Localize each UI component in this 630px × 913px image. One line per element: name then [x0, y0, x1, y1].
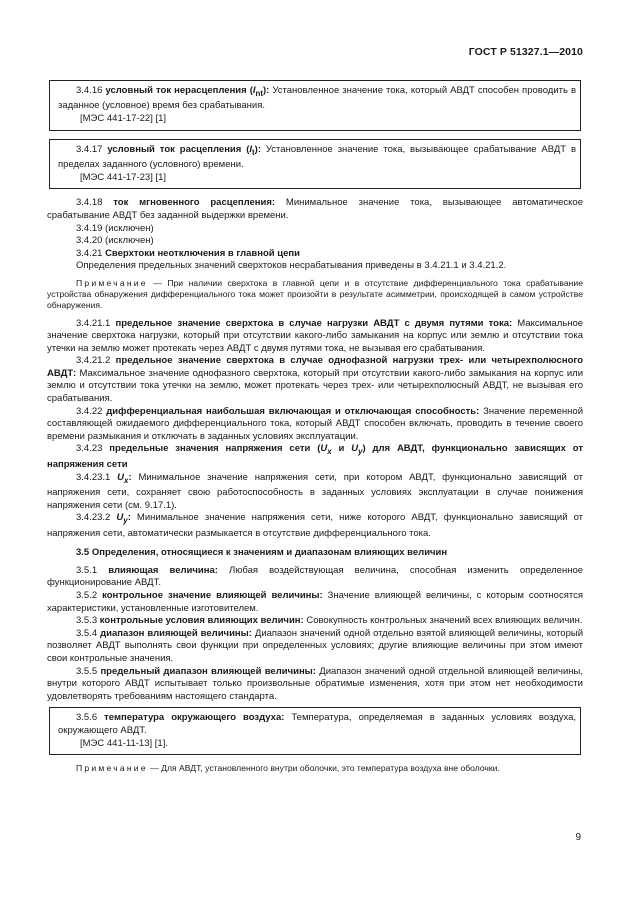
note-1: Примечание — При наличии сверхтока в главной цепи и в отсутствие дифференциального тока срабатывание устройства обнаружения дифференциального тока может произойти в результате асимметрии, происходящей в самом устройстве обнаружения. [47, 277, 584, 311]
note-2: Примечание — Для АВДТ, установленного внутри оболочки, это температура воздуха вне оболочки. [76, 763, 500, 774]
definition-box-3-4-16 [49, 80, 581, 131]
definition-3-5-2: 3.5.2 контрольное значение влияющей величины: Значение влияющей величины, с которым соотносятся характеристики, установленные изготовителем. [47, 590, 583, 614]
text-3-4-21: Определения предельных значений сверхтоков несрабатывания приведены в 3.4.21.1 и 3.4.21.2. [76, 260, 507, 272]
definition-3-4-23-2: 3.4.23.2 $U_y$: Минимальное значение напряжения сети, ниже которого АВДТ, функционально зависящий от напряжения сети, автоматически размыкается в отсутствие дифференциального тока. [47, 512, 584, 539]
definition-3-4-22: 3.4.22 дифференциальная наибольшая включающая и отключающая способность: Значение переменной составляющей ожидаемого дифференциального тока, который АВДТ способен включать, проводить в течение своего времени размыкания и отключать в заданных условиях эксплуатации. [47, 405, 584, 442]
page-number: 9 [575, 832, 581, 843]
definition-3-5-4: 3.5.4 диапазон влияющей величины: Диапазон значений одной отдельно взятой влияющей величины, который позволяет АВДТ выполнять свои функции при определенных условиях; другие влияющие величины при этом имеют свои контрольные значения. [47, 627, 584, 665]
definition-3-4-21-1: 3.4.21.1 предельное значение сверхтока в случае нагрузки АВДТ с двумя путями тока: Максимальное значение сверхтока нагрузки, который при отсутствии какого-либо замыкания на корпус или землю и отсутствии тока утечки на землю может протекать через АВДТ с двумя путями тока, не вызывая его срабатывания. [47, 317, 584, 354]
definition-3-4-23-1: 3.4.23.1 $U_x$: Минимальное значение напряжения сети, при котором АВДТ, функционально зависящий от напряжения сети, сохраняет свою работоспособность в заданных условиях эксплуатации в случае понижения напряжения сети (см. 9.17.1). [47, 471, 584, 511]
page-content [47, 80, 583, 780]
item-3-4-19: 3.4.19 (исключен) [76, 222, 154, 234]
heading-3-4-21: 3.4.21 Сверхтоки неотключения в главной цепи [76, 247, 300, 259]
definition-3-4-23: 3.4.23 предельные значения напряжения сети ($U_x$ и $U_y$) для АВДТ, функционально зависящих от напряжения сети [47, 443, 583, 470]
definition-3-4-17: 3.4.17 условный ток расцепления $(I_t)$: Установленное значение тока, вызывающее срабатывание АВДТ в пределах заданного (условного) времени. [58, 143, 577, 171]
section-heading-3-5: 3.5 Определения, относящиеся к значениям и диапазонам влияющих величин [76, 547, 448, 559]
definition-3-5-1: 3.5.1 влияющая величина: Любая воздействующая величина, способная изменить определенное функционирование АВДТ. [47, 564, 584, 589]
definition-3-4-21-2: 3.4.21.2 предельное значение сверхтока в случае однофазной нагрузки трех- или четырехполюсного АВДТ: Максимальное значение однофазного сверхтока, который при отсутствии какого-либо замыкания на корпус или землю и отсутствии тока утечки на землю, может протекать через трех- или четырехполюсный АВДТ, не вызывая его срабатывания. [47, 355, 584, 405]
definition-box-3-4-17 [49, 139, 581, 190]
definition-3-5-6: 3.5.6 температура окружающего воздуха: Температура, определяемая в заданных условиях воздуха, окружающего АВДТ. [58, 712, 577, 736]
reference: [МЭС 441-17-23] [1] [80, 171, 167, 183]
reference: [МЭС 441-11-13] [1]. [80, 737, 168, 749]
definition-box-3-5-6 [49, 707, 581, 755]
definition-3-5-3: 3.5.3 контрольные условия влияющих величин: Совокупность контрольных значений всех влияющих величин. [76, 615, 583, 627]
definition-3-5-5: 3.5.5 предельный диапазон влияющей величины: Диапазон значений одной отдельной влияющей величины, внутри которого АВДТ испытывает только произвольные обратимые изменения, хотя при этом нет необходимости удовлетворять требованиям настоящего стандарта. [47, 665, 583, 702]
reference: [МЭС 441-17-22] [1] [80, 113, 167, 125]
item-3-4-20: 3.4.20 (исключен) [76, 235, 154, 247]
definition-3-4-16: 3.4.16 условный ток нерасцепления $(I_{nt})$: Установленное значение тока, который АВДТ способен проводить в заданное (условное) время без срабатывания. [58, 85, 576, 112]
document-code-header: ГОСТ Р 51327.1—2010 [468, 46, 583, 58]
definition-3-4-18: 3.4.18 ток мгновенного расцепления: Минимальное значение тока, вызывающее автоматическое срабатывание АВДТ без заданной выдержки времени. [47, 197, 584, 221]
